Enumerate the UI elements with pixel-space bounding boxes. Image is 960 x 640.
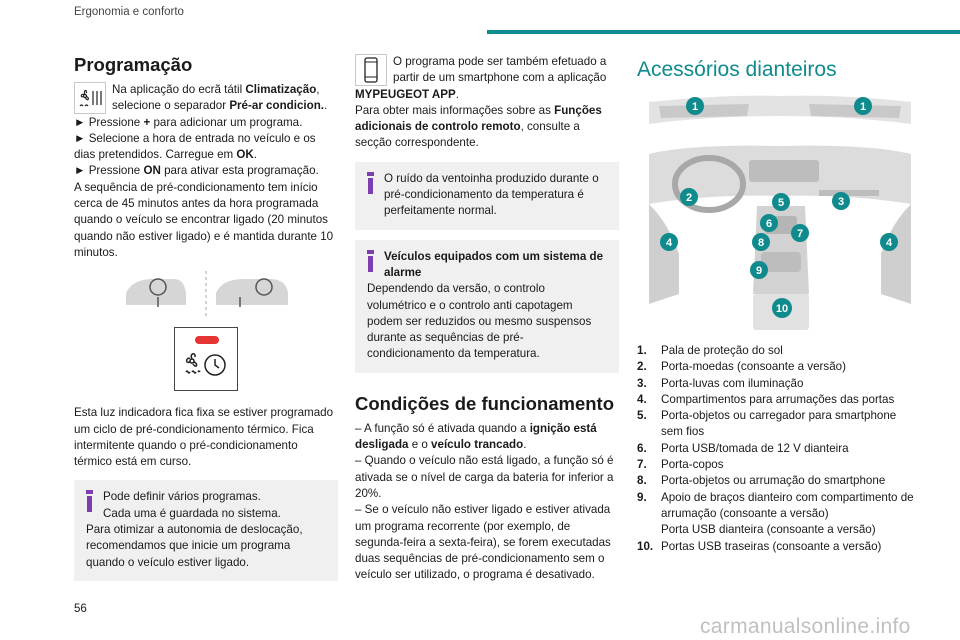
preconditioning-indicator-icon <box>174 327 238 391</box>
info-icon <box>367 249 376 277</box>
step-select-time: ► Selecione a hora de entrada no veículo e os dias pretendidos. Carregue em OK. <box>74 131 316 162</box>
list-item: 10. Portas USB traseiras (consoante a versão) <box>637 539 882 553</box>
list-item: 9. Apoio de braços dianteiro com compartimento de arrumação (consoante a versão) <box>637 490 914 520</box>
list-item: 6. Porta USB/tomada de 12 V dianteira <box>637 441 849 455</box>
svg-text:4: 4 <box>665 237 673 249</box>
indicator-red-light <box>195 336 219 344</box>
intro-text: Na aplicação do ecrã tátil Climatização, selecione o separador Pré-ar condicion.. <box>112 83 328 113</box>
badge-1-left <box>686 97 704 115</box>
svg-text:10: 10 <box>775 303 789 315</box>
dashboard-illustration <box>74 271 338 319</box>
svg-text:6: 6 <box>765 218 773 230</box>
header-accent-bar <box>487 30 960 34</box>
badge-6 <box>760 214 778 232</box>
svg-text:8: 8 <box>757 237 765 249</box>
list-item: 3. Porta-luvas com iluminação <box>637 376 804 390</box>
svg-text:4: 4 <box>885 237 893 249</box>
app-intro <box>355 54 619 87</box>
step-activate: ► Pressione ON para ativar esta programação. <box>74 164 319 178</box>
badge-2 <box>680 188 698 206</box>
note-multiple-programs: Pode definir vários programas. Cada uma é guardada no sistema. Para otimizar a autonomia de deslocação, recomendamos que inicie um programa quando o veículo estiver ligado. <box>74 480 338 580</box>
interior-diagram <box>649 94 917 335</box>
sequence-text: A sequência de pré-condicionamento tem início cerca de 45 minutos antes da hora programada quando o veículo se encontrar ligado (20 minutos quando não estiver ligado) e é mantida durante 10 minutos. <box>74 180 334 259</box>
section-heading-programacao: Programação <box>74 54 193 75</box>
note-fan-noise: O ruído da ventoinha produzido durante o pré-condicionamento da temperatura é perfeitamente normal. <box>355 162 619 230</box>
svg-text:5: 5 <box>777 197 785 209</box>
app-text-b: MYPEUGEOT APP. Para obter mais informações sobre as Funções adicionais de controlo remoto, consulte a secção correspondente. <box>355 87 602 150</box>
svg-text:2: 2 <box>685 192 693 204</box>
condition-1: – A função só é ativada quando a ignição está desligada e o veículo trancado. <box>355 421 597 452</box>
badge-4-left <box>660 233 678 251</box>
accessories-list <box>637 343 917 555</box>
badge-1-right <box>854 97 872 115</box>
list-item: Porta USB dianteira (consoante a versão) <box>661 523 876 537</box>
column-acessorios <box>637 54 917 555</box>
list-item: 7. Porta-copos <box>637 458 724 472</box>
climate-intro <box>74 82 338 115</box>
app-text-a: O programa pode ser também efetuado a partir de um smartphone com a aplicação <box>393 55 607 85</box>
badge-5 <box>772 193 790 211</box>
badge-4-right <box>880 233 898 251</box>
indicator-text: Esta luz indicadora fica fixa se estiver programado um ciclo de pré-condicionamento térmico. Fica intermitente quando o pré-condicionamento térmico está em curso. <box>74 406 334 469</box>
svg-text:1: 1 <box>859 101 867 113</box>
svg-text:9: 9 <box>755 265 763 277</box>
smartphone-icon <box>355 54 387 86</box>
badge-8 <box>752 233 770 251</box>
column-programacao <box>74 54 338 581</box>
step-add-program: ► Pressione + para adicionar um programa. <box>74 115 303 129</box>
page-number: 56 <box>74 603 87 615</box>
list-item: 4. Compartimentos para arrumações das portas <box>637 392 895 406</box>
badge-3 <box>832 192 850 210</box>
watermark: carmanualsonline.info <box>700 615 911 638</box>
header-title: Ergonomia e conforto <box>74 6 184 18</box>
info-icon <box>367 171 376 199</box>
svg-text:7: 7 <box>796 228 804 240</box>
badge-7 <box>791 224 809 242</box>
list-item: 2. Porta-moedas (consoante a versão) <box>637 360 846 374</box>
condition-3: – Se o veículo não estiver ligado e estiver ativada um programa recorrente (por exemplo, de segunda-feira a sexta-feira), se forem executadas duas sequências de pré-condicionamento sem o veículo ser utilizado, o programa é desativado. <box>355 503 611 582</box>
section-heading-condicoes: Condições de funcionamento <box>355 392 615 414</box>
badge-10 <box>772 298 792 318</box>
note-alarm: Veículos equipados com um sistema de alarme Dependendo da versão, o controlo volumétrico e o controlo anti capotagem podem ser reduzidos ou mesmo suspensos durante as sequências de pré-condicionamento da temperatura. <box>355 240 619 373</box>
list-item: 5. Porta-objetos ou carregador para smartphone sem fios <box>637 409 897 439</box>
list-item: 8. Porta-objetos ou arrumação do smartphone <box>637 474 886 488</box>
badge-9 <box>750 261 768 279</box>
info-icon <box>86 489 95 517</box>
condition-2: – Quando o veículo não está ligado, a função só é ativada se o nível de carga da bateria for inferior a 20%. <box>355 454 614 500</box>
svg-text:3: 3 <box>837 196 845 208</box>
column-app-conditions <box>355 54 619 584</box>
section-heading-acessorios: Acessórios dianteiros <box>637 58 837 81</box>
svg-text:1: 1 <box>691 101 699 113</box>
climate-icon <box>74 82 106 114</box>
list-item: 1. Pala de proteção do sol <box>637 344 783 357</box>
